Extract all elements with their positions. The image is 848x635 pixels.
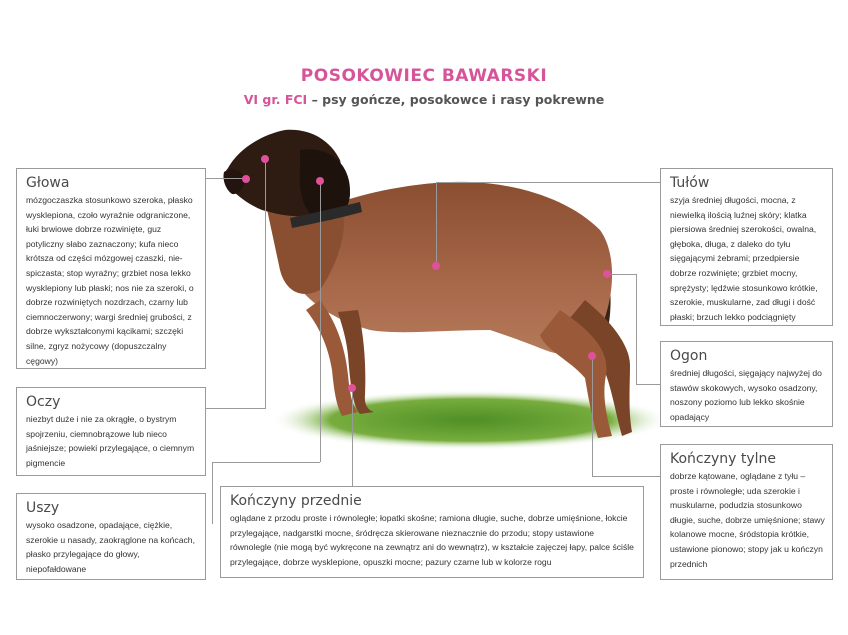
connector-ogon-h bbox=[607, 274, 637, 275]
marker-glowa bbox=[242, 175, 250, 183]
section-oczy bbox=[16, 387, 206, 476]
section-text: oglądane z przodu proste i równoległe; łopatki skośne; ramiona długie, suche, dobrze umięśnione, łokcie przylegające, nadgarstki mocne, śródręcza skierowane nieznacznie do przodu; stopy ustawione równolegle (nie mogą być wykręcone na zewnątrz ani do wewnątrz), w kształcie zajęczej łapy, palce ściśle przylegające, dobrze wysklepione, opuszki mocne; pazury czarne lub w kolorze rogu bbox=[230, 513, 634, 567]
page-title: POSOKOWIEC BAWARSKI bbox=[300, 66, 548, 86]
section-heading: Ogon bbox=[670, 348, 708, 364]
marker-oczy bbox=[261, 155, 269, 163]
section-heading: Uszy bbox=[26, 500, 60, 516]
grass-patch bbox=[270, 390, 670, 450]
section-heading: Kończyny przednie bbox=[230, 493, 362, 509]
section-text: średniej długości, sięgający najwyżej do stawów skokowych, wysoko osadzony, noszony poziomo lub lekko skośnie opadający bbox=[670, 368, 822, 422]
marker-konczyny-tylne bbox=[588, 352, 596, 360]
connector-tylne-v bbox=[592, 356, 593, 476]
connector-ogon-v bbox=[636, 274, 637, 384]
connector-uszy-v2 bbox=[212, 462, 213, 524]
marker-uszy bbox=[316, 177, 324, 185]
marker-ogon bbox=[603, 270, 611, 278]
section-text: wysoko osadzone, opadające, ciężkie, szerokie u nasady, zaokrąglone na końcach, płasko przylegające do głowy, niepofałdowane bbox=[26, 520, 195, 574]
section-tulow bbox=[660, 168, 833, 326]
connector-tulow-h bbox=[436, 182, 660, 183]
connector-ogon-h2 bbox=[636, 384, 660, 385]
section-konczyny-tylne bbox=[660, 444, 833, 580]
connector-uszy-h bbox=[212, 462, 320, 463]
section-heading: Tułów bbox=[670, 175, 710, 191]
connector-uszy-v bbox=[320, 182, 321, 462]
group-description: – psy gończe, posokowce i rasy pokrewne bbox=[307, 92, 605, 107]
section-text: dobrze kątowane, oglądane z tyłu – proste i równoległe; uda szerokie i muskularne, podudzia stosunkowo długie, suche, dobrze umięśnione; stawy kolanowe mocne, śródstopia krótkie, ustawione pionowo; stopy jak u kończyn przednich bbox=[670, 471, 825, 569]
section-text: szyja średniej długości, mocna, z niewielką ilością luźnej skóry; klatka piersiowa średniej szerokości, owalna, głęboka, długa, z daleko do tyłu sięgającymi żebrami; przedpiersie dobrze rozwinięte; grzbiet mocny, sprężysty; lędźwie stosunkowo krótkie, szerokie, muskularne, zad długi i dość płaski; brzuch lekko podciągnięty bbox=[670, 195, 818, 322]
section-heading: Oczy bbox=[26, 394, 61, 410]
section-heading: Kończyny tylne bbox=[670, 451, 777, 467]
section-glowa bbox=[16, 168, 206, 369]
connector-przednie-v bbox=[352, 388, 353, 486]
section-heading: Głowa bbox=[26, 175, 70, 191]
marker-konczyny-przednie bbox=[348, 384, 356, 392]
connector-tylne-h bbox=[592, 476, 660, 477]
fci-group-label: VI gr. FCI bbox=[243, 92, 308, 107]
section-konczyny-przednie bbox=[220, 486, 644, 578]
connector-oczy-v bbox=[265, 160, 266, 408]
connector-glowa-h bbox=[205, 178, 245, 179]
section-uszy bbox=[16, 493, 206, 580]
section-text: mózgoczaszka stosunkowo szeroka, płasko wysklepiona, czoło wyraźnie odgraniczone, łuki brwiowe dobrze rozwinięte, guz potyliczny słabo zaznaczony; kufa nieco krótsza od części mózgowej czaszki, nie-spiczasta; stop wyraźny; grzbiet nosa lekko wysklepiony lub płaski; nos nie za szeroki, o dobrze rozwiniętych nozdrzach, czarny lub ciemnoczerwony; wargi średniej grubości, z dobrze wykształconymi kącikami; szczęki silne, zgryz nożycowy (dopuszczalny cęgowy) bbox=[26, 195, 194, 366]
marker-tulow bbox=[432, 262, 440, 270]
section-ogon bbox=[660, 341, 833, 427]
connector-oczy-h bbox=[205, 408, 266, 409]
connector-tulow-v bbox=[436, 182, 437, 266]
section-text: niezbyt duże i nie za okrągłe, o bystrym spojrzeniu, ciemnobrązowe lub nieco jaśniejsze; powieki przylegające, o ciemnym pigmencie bbox=[26, 414, 195, 468]
